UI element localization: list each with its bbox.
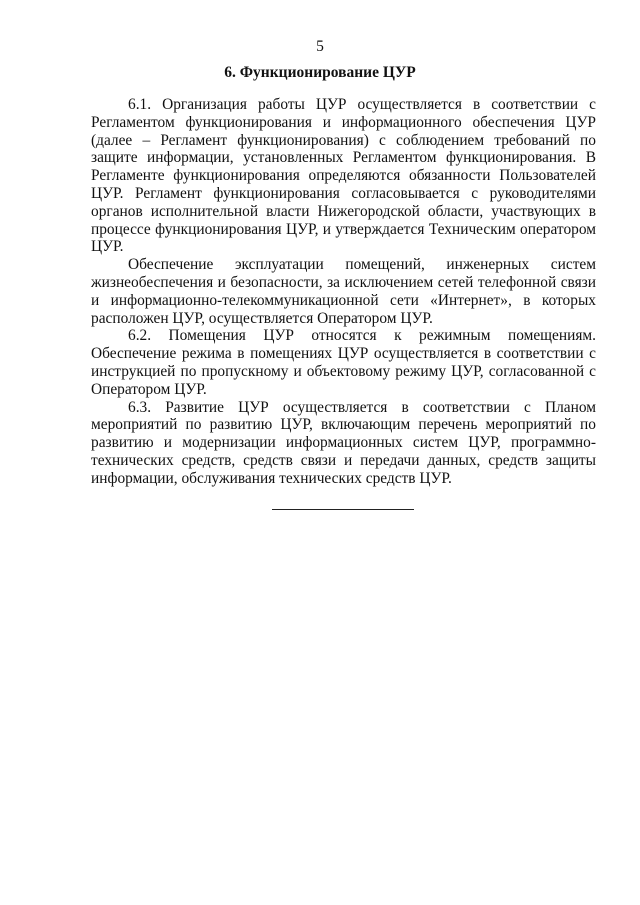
paragraph-6-1: 6.1. Организация работы ЦУР осуществляется в соответствии с Регламентом функционирования и информационного обеспечения ЦУР (далее – Регламент функционирования) с соблюдением требований по защите информации, установленных Регламентом функционирования. В Регламенте функционирования определяются обязанности Пользователей ЦУР. Регламент функционирования согласовывается с руководителями органов исполнительной власти Нижегородской области, участвующих в процессе функционирования ЦУР, и утверждается Техническим оператором ЦУР. [91, 96, 596, 256]
section-title: 6. Функционирование ЦУР [224, 64, 416, 81]
paragraph-maintenance: Обеспечение эксплуатации помещений, инженерных систем жизнеобеспечения и безопасности, за исключением сетей телефонной связи и информационно-телекоммуникационной сети «Интернет», в которых расположен ЦУР, осуществляется Оператором ЦУР. [91, 256, 596, 327]
paragraph-6-3: 6.3. Развитие ЦУР осуществляется в соответствии с Планом мероприятий по развитию ЦУР, включающим перечень мероприятий по развитию и модернизации информационных систем ЦУР, программно-технических средств, средств связи и передачи данных, средств защиты информации, обслуживания технических средств ЦУР. [91, 398, 596, 487]
section-body [91, 96, 596, 488]
paragraph-6-2: 6.2. Помещения ЦУР относятся к режимным помещениям. Обеспечение режима в помещениях ЦУР осуществляется в соответствии с инструкцией по пропускному и объектовому режиму ЦУР, согласованной с Оператором ЦУР. [91, 327, 596, 398]
page-number: 5 [316, 38, 324, 55]
end-of-document-rule [272, 509, 414, 510]
